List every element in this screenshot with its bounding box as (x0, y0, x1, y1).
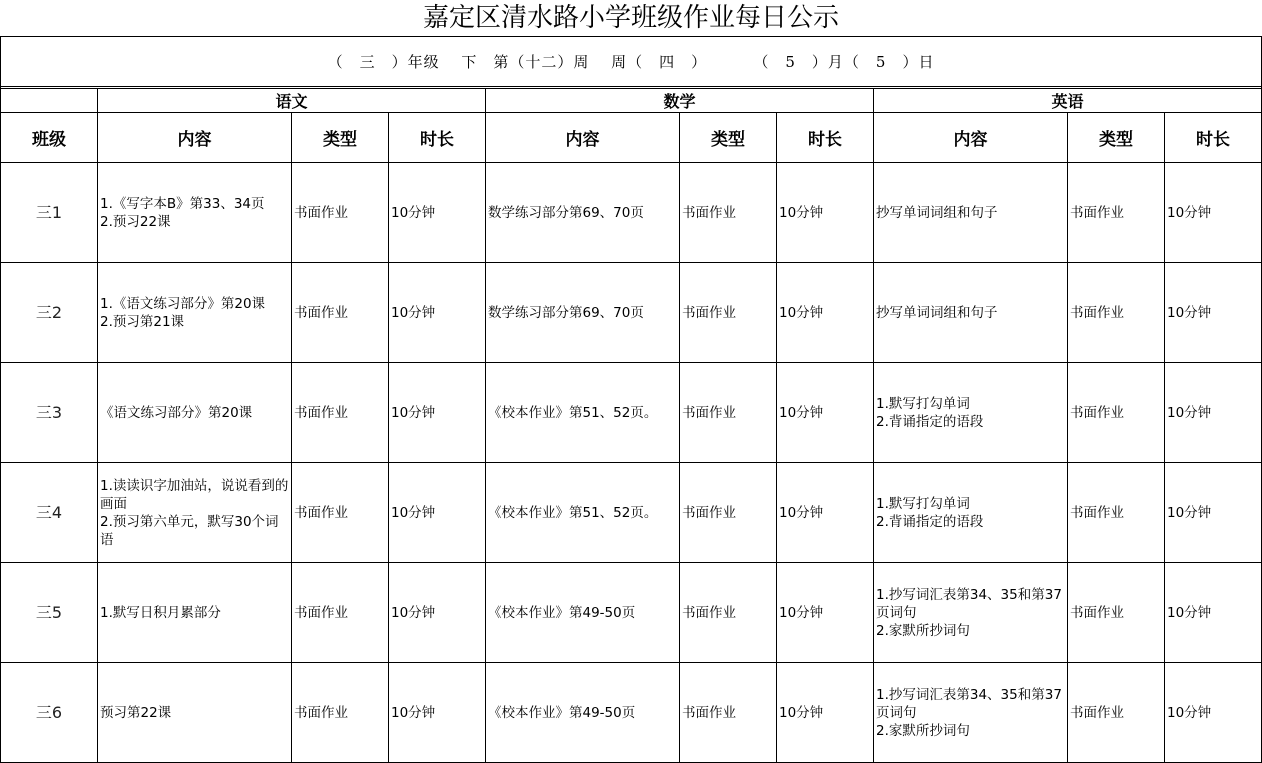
math-content-cell (486, 663, 680, 763)
table-body (1, 163, 1262, 763)
class-cell: 三3 (1, 363, 98, 463)
math-duration-cell: 10分钟 (777, 363, 874, 463)
content-line: 数学练习部分第69、70页 (488, 204, 644, 221)
header-class: 班级 (1, 113, 98, 163)
english-content-cell (874, 163, 1068, 263)
math-type-cell: 书面作业 (680, 363, 777, 463)
content-line: 1.默写打勾单词 (876, 395, 970, 412)
content-line: 《校本作业》第49-50页 (488, 704, 636, 721)
english-duration-cell: 10分钟 (1165, 463, 1262, 563)
subject-math: 数学 (486, 89, 874, 113)
content-line: 1.默写日积月累部分 (100, 604, 221, 621)
math-content-cell (486, 463, 680, 563)
subject-blank-cell (1, 89, 98, 113)
content-line: 数学练习部分第69、70页 (488, 304, 644, 321)
table-row (1, 663, 1262, 763)
chinese-duration-cell: 10分钟 (389, 663, 486, 763)
table-row (1, 163, 1262, 263)
english-content-cell (874, 563, 1068, 663)
english-type-cell: 书面作业 (1068, 663, 1165, 763)
table-row (1, 563, 1262, 663)
content-line: 《语文练习部分》第20课 (100, 404, 253, 421)
math-content-cell (486, 563, 680, 663)
chinese-duration-cell: 10分钟 (389, 363, 486, 463)
header-content: 内容 (98, 113, 292, 163)
header-duration: 时长 (1165, 113, 1262, 163)
header-content: 内容 (486, 113, 680, 163)
chinese-duration-cell: 10分钟 (389, 563, 486, 663)
math-type-cell: 书面作业 (680, 563, 777, 663)
class-cell: 三4 (1, 463, 98, 563)
table-row (1, 263, 1262, 363)
content-line: 1.默写打勾单词 (876, 495, 970, 512)
chinese-content-cell (98, 363, 292, 463)
chinese-type-cell: 书面作业 (292, 263, 389, 363)
english-type-cell: 书面作业 (1068, 163, 1165, 263)
english-type-cell: 书面作业 (1068, 463, 1165, 563)
content-line: 2.预习22课 (100, 213, 171, 230)
english-content-cell (874, 663, 1068, 763)
math-duration-cell: 10分钟 (777, 663, 874, 763)
header-type: 类型 (292, 113, 389, 163)
header-content: 内容 (874, 113, 1068, 163)
english-content-cell (874, 263, 1068, 363)
chinese-type-cell: 书面作业 (292, 363, 389, 463)
header-duration: 时长 (777, 113, 874, 163)
math-duration-cell: 10分钟 (777, 163, 874, 263)
math-duration-cell: 10分钟 (777, 463, 874, 563)
english-duration-cell: 10分钟 (1165, 163, 1262, 263)
math-duration-cell: 10分钟 (777, 563, 874, 663)
english-type-cell: 书面作业 (1068, 363, 1165, 463)
english-duration-cell: 10分钟 (1165, 563, 1262, 663)
math-type-cell: 书面作业 (680, 463, 777, 563)
content-line: 《校本作业》第51、52页。 (488, 404, 658, 421)
class-cell: 三2 (1, 263, 98, 363)
date-line: （ 三 ）年级 下 第（十二）周 周（ 四 ） （ 5 ）月（ 5 ）日 (1, 37, 1262, 87)
english-type-cell: 书面作业 (1068, 263, 1165, 363)
content-line: 1.《写字本B》第33、34页 (100, 195, 265, 212)
chinese-content-cell (98, 263, 292, 363)
content-line: 1.抄写词汇表第34、35和第37页词句 (876, 686, 1062, 721)
content-line: 2.预习第六单元，默写30个词语 (100, 513, 279, 548)
content-line: 1.抄写词汇表第34、35和第37页词句 (876, 586, 1062, 621)
header-type: 类型 (680, 113, 777, 163)
content-line: 2.背诵指定的语段 (876, 513, 984, 530)
table-row (1, 363, 1262, 463)
english-duration-cell: 10分钟 (1165, 663, 1262, 763)
page-title: 嘉定区清水路小学班级作业每日公示 (1, 0, 1262, 37)
header-duration: 时长 (389, 113, 486, 163)
english-duration-cell: 10分钟 (1165, 363, 1262, 463)
table-row (1, 463, 1262, 563)
english-type-cell: 书面作业 (1068, 563, 1165, 663)
chinese-type-cell: 书面作业 (292, 663, 389, 763)
chinese-content-cell (98, 563, 292, 663)
chinese-type-cell: 书面作业 (292, 463, 389, 563)
english-content-cell (874, 463, 1068, 563)
english-content-cell (874, 363, 1068, 463)
content-line: 2.家默所抄词句 (876, 622, 970, 639)
content-line: 1.读读识字加油站，说说看到的画面 (100, 477, 289, 512)
math-content-cell (486, 363, 680, 463)
chinese-content-cell (98, 663, 292, 763)
chinese-type-cell: 书面作业 (292, 163, 389, 263)
content-line: 2.背诵指定的语段 (876, 413, 984, 430)
math-duration-cell: 10分钟 (777, 263, 874, 363)
class-cell: 三6 (1, 663, 98, 763)
chinese-duration-cell: 10分钟 (389, 463, 486, 563)
math-content-cell (486, 163, 680, 263)
math-type-cell: 书面作业 (680, 163, 777, 263)
content-line: 1.《语文练习部分》第20课 (100, 295, 266, 312)
header-type: 类型 (1068, 113, 1165, 163)
class-cell: 三5 (1, 563, 98, 663)
content-line: 2.家默所抄词句 (876, 722, 970, 739)
class-cell: 三1 (1, 163, 98, 263)
chinese-duration-cell: 10分钟 (389, 163, 486, 263)
math-content-cell (486, 263, 680, 363)
chinese-content-cell (98, 463, 292, 563)
chinese-content-cell (98, 163, 292, 263)
content-line: 预习第22课 (100, 704, 172, 721)
math-type-cell: 书面作业 (680, 263, 777, 363)
content-line: 2.预习第21课 (100, 313, 185, 330)
subject-english: 英语 (874, 89, 1262, 113)
chinese-duration-cell: 10分钟 (389, 263, 486, 363)
content-line: 《校本作业》第51、52页。 (488, 504, 658, 521)
content-line: 抄写单词词组和句子 (876, 204, 998, 221)
content-line: 《校本作业》第49-50页 (488, 604, 636, 621)
chinese-type-cell: 书面作业 (292, 563, 389, 663)
english-duration-cell: 10分钟 (1165, 263, 1262, 363)
content-line: 抄写单词词组和句子 (876, 304, 998, 321)
math-type-cell: 书面作业 (680, 663, 777, 763)
subject-chinese: 语文 (98, 89, 486, 113)
